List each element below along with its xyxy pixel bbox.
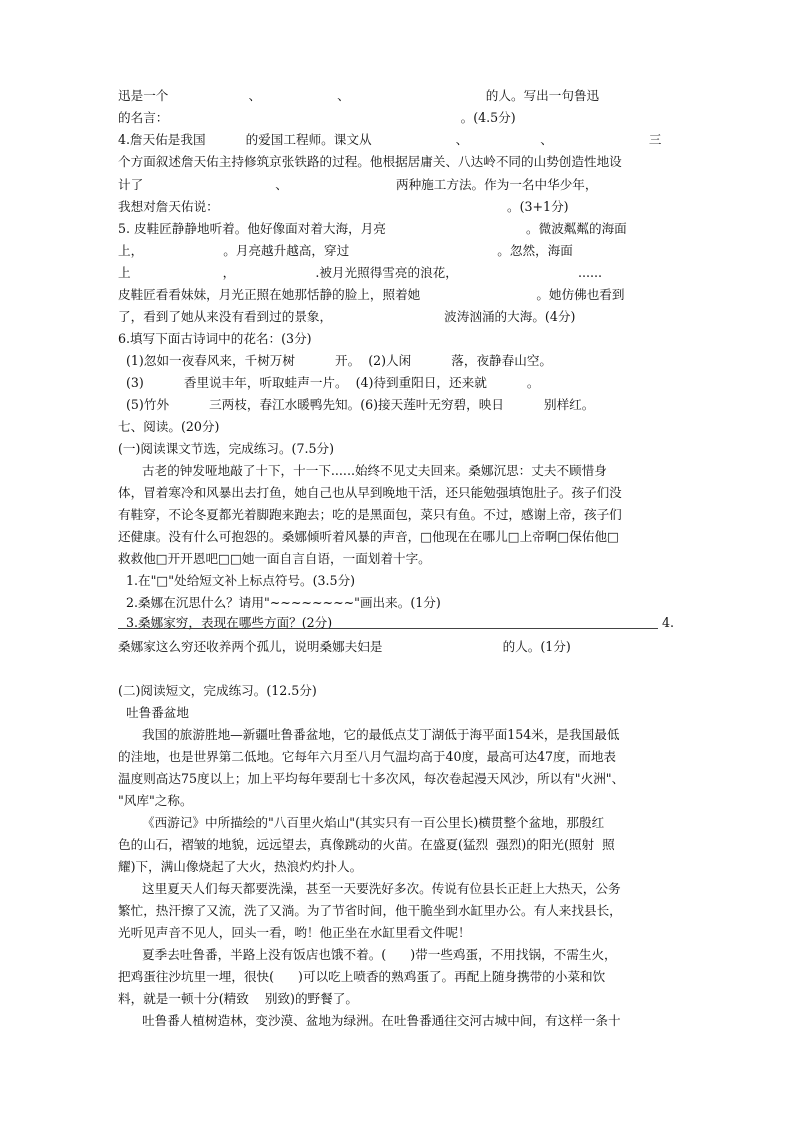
text-line: 还健康。没有什么可抱怨的。桑娜倾听着风暴的声音，□他现在在哪儿□上帝啊□保佑他□ (118, 529, 619, 544)
text-line: 救救他□开开恩吧□□她一面自言自语，一面划着十字。 (118, 551, 431, 566)
text-line: 温度则高达75度以上；加上平均每年要刮七十多次风，每次卷起漫天风沙，所以有"火洲"、 (118, 771, 625, 786)
text-line: 把鸡蛋往沙坑里一埋，很快( )可以吃上喷香的熟鸡蛋了。再配上随身携带的小菜和饮 (118, 969, 606, 984)
subsection-heading: (二)阅读短文，完成练习。(12.5分) (118, 683, 317, 698)
subsection-heading: (一)阅读课文节选，完成练习。(7.5分) (118, 441, 334, 456)
question-line: 1.在"□"处给短文补上标点符号。(3.5分) (118, 573, 356, 588)
text-line: 耀)下，满山像烧起了大火，热浪灼灼扑人。 (118, 859, 363, 874)
text-line: "风库"之称。 (118, 793, 193, 808)
text-line: (1)忽如一夜春风来，千树万树 开。 (2)人闲 落，夜静春山空。 (118, 353, 553, 368)
passage-title: 吐鲁番盆地 (118, 705, 189, 720)
text-line: (5)竹外 三两枝，春江水暖鸭先知。(6)接天莲叶无穷碧，映日 别样红。 (118, 397, 595, 412)
question-line: 3.桑娜家穷，表现在哪些方面？(2分) (118, 615, 333, 630)
text-line: 计了 、 两种施工方法。作为一名中华少年， (118, 177, 598, 192)
text-line: 4.詹天佑是我国 的爱国工程师。课文从 、 、 三 (118, 132, 662, 147)
text-line: 6.填写下面古诗词中的花名：(3分) (118, 331, 312, 346)
text-line: 繁忙，热汗擦了又流，洗了又淌。为了节省时间，他干脆坐到水缸里办公。有人来找县长， (118, 903, 622, 918)
question-line: 2.桑娜在沉思什么？请用"~~~~~~~~"画出来。(1分) (118, 595, 441, 610)
text-line: 我想对詹天佑说： 。(3+1分) (118, 199, 569, 214)
text-line: 皮鞋匠看看妹妹，月光正照在她那恬静的脸上，照着她 。她仿佛也看到 (118, 287, 625, 302)
text-line: 个方面叙述詹天佑主持修筑京张铁路的过程。他根据居庸关、八达岭不同的山势创造性地设 (118, 154, 622, 169)
text-line: 的名言： 。(4.5分) (118, 110, 516, 125)
text-line: 上 ， .被月光照得雪亮的浪花， ...... (118, 265, 602, 280)
text-line: 迅是一个 、 、 的人。写出一句鲁迅 (118, 88, 600, 103)
text-line: 《西游记》中所描绘的"八百里火焰山"(其实只有一百公里长)横贯整个盆地，那殷红 (118, 815, 605, 830)
text-line: 料，就是一顿十分(精致 别致)的野餐了。 (118, 991, 358, 1006)
text-line: 我国的旅游胜地—新疆吐鲁番盆地，它的最低点艾丁湖低于海平面154米，是我国最低 (118, 727, 620, 742)
question-number: 4. (662, 615, 675, 630)
text-line: 这里夏天人们每天都要洗澡，甚至一天要洗好多次。传说有位县长正赶上大热天，公务 (118, 881, 621, 896)
text-line: 夏季去吐鲁番，半路上没有饭店也饿不着。( )带一些鸡蛋，不用找锅，不需生火， (118, 947, 617, 962)
text-line: 色的山石，褶皱的地貌，远远望去，真像跳动的火苗。在盛夏(猛烈 强烈)的阳光(照射 照 (118, 837, 615, 852)
text-line: 古老的钟发哑地敲了十下，十一下......始终不见丈夫回来。桑娜沉思：丈夫不顾惜身 (118, 463, 607, 478)
section-heading: 七、阅读。(20分) (118, 419, 220, 434)
question-line: 桑娜家这么穷还收养两个孤儿，说明桑娜夫妇是 的人。(1分) (118, 639, 571, 654)
text-line: 有鞋穿，不论冬夏都光着脚跑来跑去；吃的是黑面包，菜只有鱼。不过，感谢上帝，孩子们 (118, 507, 622, 522)
text-line: 光听见声音不见人，回头一看，哟！他正坐在水缸里看文件呢！ (118, 925, 471, 940)
text-line: 了，看到了她从来没有看到过的景象， 波涛汹涌的大海。(4分) (118, 309, 576, 324)
text-line: 的洼地，也是世界第二低地。它每年六月至八月气温均高于40度，最高可达47度，而地表 (118, 749, 617, 764)
text-line: 上， 。月亮越升越高，穿过 。忽然，海面 (118, 243, 573, 258)
text-line: 吐鲁番人植树造林，变沙漠、盆地为绿洲。在吐鲁番通往交河古城中间，有这样一条十 (118, 1013, 621, 1028)
answer-line (118, 628, 658, 629)
text-line: 5. 皮鞋匠静静地听着。他好像面对着大海，月亮 。微波粼粼的海面 (118, 221, 627, 236)
text-line: (3) 香里说丰年，听取蛙声一片。 (4)待到重阳日，还来就 。 (118, 375, 540, 390)
text-line: 体，冒着寒冷和风暴出去打鱼，她自己也从早到晚地干活，还只能勉强填饱肚子。孩子们没 (118, 485, 622, 500)
